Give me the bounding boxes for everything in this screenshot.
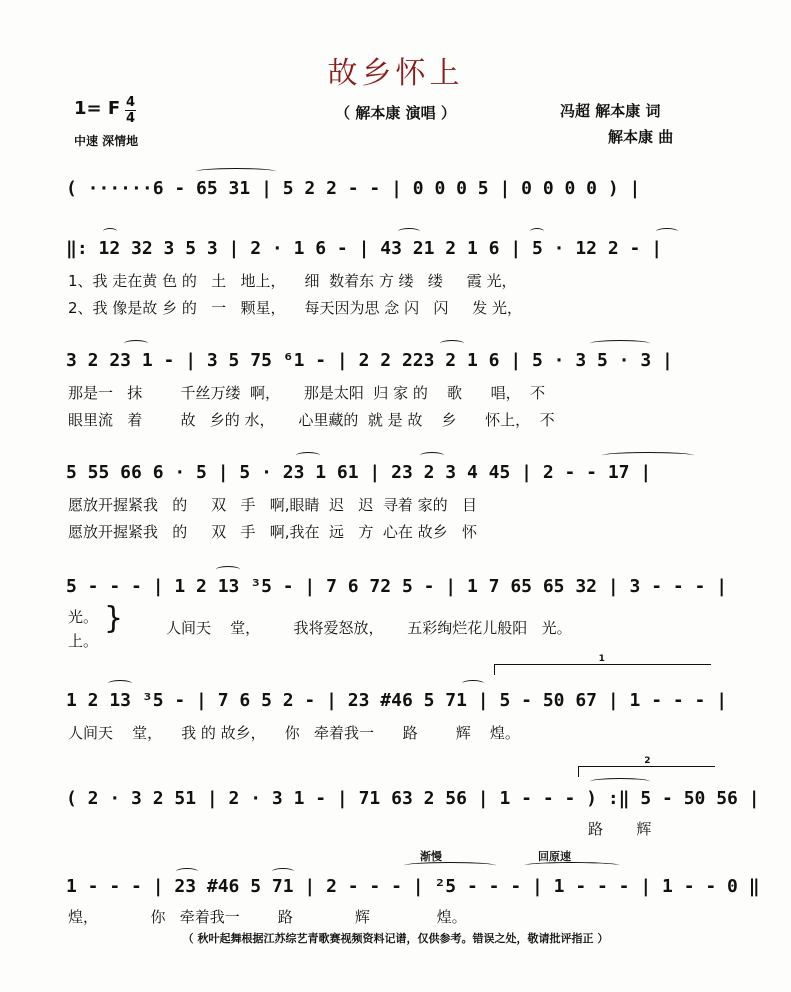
slur: [524, 862, 620, 869]
lyric-line-6: 人间天 堂， 我 的 故乡， 你 牵着我一 路 辉 煌。: [68, 724, 520, 742]
score-line-1: ( ······6 - 65 31 | 5 2 2 - - | 0 0 0 5 | 0 0 0 0 ) |: [66, 178, 641, 199]
lyric-line-4-verse-2: 愿放开握紧我 的 双 手 啊,我在 远 方 心在 故乡 怀: [68, 523, 477, 541]
slur: [398, 228, 420, 235]
time-signature-numerator: 4: [125, 95, 136, 110]
tempo-marking: 中速 深情地: [74, 134, 139, 148]
lyric-brace: }: [104, 601, 124, 636]
time-signature-denominator: 4: [125, 111, 136, 126]
lyricist-credit: 冯超 解本康 词: [560, 102, 661, 120]
lyric-line-5-verse-2-end: 上。: [68, 632, 99, 650]
slur: [590, 340, 650, 347]
lyric-line-3-verse-2: 眼里流 着 故 乡的 水， 心里藏的 就 是 故 乡 怀上， 不: [68, 411, 555, 429]
score-line-2: ‖: 12 32 3 5 3 | 2 · 1 6 - | 43 21 2 1 6 | 5 · 12 2 - |: [66, 238, 663, 259]
lyric-line-2-verse-1: 1、我 走在黄 色 的 土 地上， 细 数着东 方 缕 缕 霞 光，: [68, 272, 517, 290]
slur: [108, 680, 132, 687]
score-line-5: 5 - - - | 1 2 13 ³5 - | 7 6 72 5 - | 1 7 65 65 32 | 3 - - - |: [66, 576, 728, 597]
score-line-7: ( 2 · 3 2 51 | 2 · 3 1 - | 71 63 2 56 | 1 - - - ) :‖ 5 - 50 56 |: [66, 788, 760, 809]
score-line-4: 5 55 66 6 · 5 | 5 · 23 1 61 | 23 2 3 4 45 | 2 - - 17 |: [66, 462, 652, 483]
volta-bracket-1: [494, 654, 711, 675]
lyric-line-2-verse-2: 2、我 像是故 乡 的 一 颗星， 每天因为思 念 闪 闪 发 光，: [68, 299, 522, 317]
score-line-3: 3 2 23 1 - | 3 5 75 ⁶1 - | 2 2 223 2 1 6 | 5 · 3 5 · 3 |: [66, 350, 673, 371]
lyric-line-5-verse-1-end: 光。: [68, 608, 99, 626]
volta-bracket-2: [578, 756, 715, 777]
composer-credit: 解本康 曲: [608, 128, 674, 146]
song-title: 故乡怀上: [327, 56, 464, 91]
slur: [196, 168, 276, 175]
slur: [176, 868, 198, 875]
score-line-8: 1 - - - | 23 #46 5 71 | 2 - - - | ²5 - - - | 1 - - - | 1 - - 0 ‖: [66, 876, 760, 897]
slur: [590, 778, 650, 785]
slur: [216, 566, 240, 573]
slur: [404, 862, 496, 869]
volta-number-2: 2: [644, 756, 651, 766]
slur: [440, 340, 464, 347]
slur: [530, 228, 544, 235]
score-line-6: 1 2 13 ³5 - | 7 6 5 2 - | 23 #46 5 71 | 5 - 50 67 | 1 - - - |: [66, 690, 728, 711]
lyric-line-3-verse-1: 那是一 抹 千丝万缕 啊， 那是太阳 归 家 的 歌 唱， 不: [68, 384, 546, 402]
slur: [602, 452, 694, 459]
time-signature: [125, 96, 136, 125]
lyric-line-4-verse-1: 愿放开握紧我 的 双 手 啊,眼睛 迟 迟 寻着 家的 目: [68, 496, 477, 514]
transcription-footnote: （ 秋叶起舞根据江苏综艺青歌赛视频资料记谱，仅供参考。错误之处，敬请批评指正 ）: [182, 932, 609, 945]
slur: [272, 868, 294, 875]
lyric-line-7: 路 辉: [588, 820, 652, 838]
slur: [462, 680, 484, 687]
key-signature: 1= F: [74, 98, 121, 119]
tempo-rit: 渐慢: [420, 850, 442, 863]
lyric-line-8: 煌， 你 牵着我一 路 辉 煌。: [68, 908, 467, 926]
singer-credit: （ 解本康 演唱 ）: [335, 104, 456, 122]
slur: [656, 228, 678, 235]
slur: [124, 340, 148, 347]
lyric-line-5-chorus: 人间天 堂， 我将爱怒放， 五彩绚烂花儿般阳 光。: [166, 619, 572, 637]
tempo-a-tempo: 回原速: [538, 850, 571, 863]
slur: [103, 228, 117, 235]
slur: [420, 452, 444, 459]
slur: [296, 452, 320, 459]
volta-number-1: 1: [598, 654, 605, 664]
